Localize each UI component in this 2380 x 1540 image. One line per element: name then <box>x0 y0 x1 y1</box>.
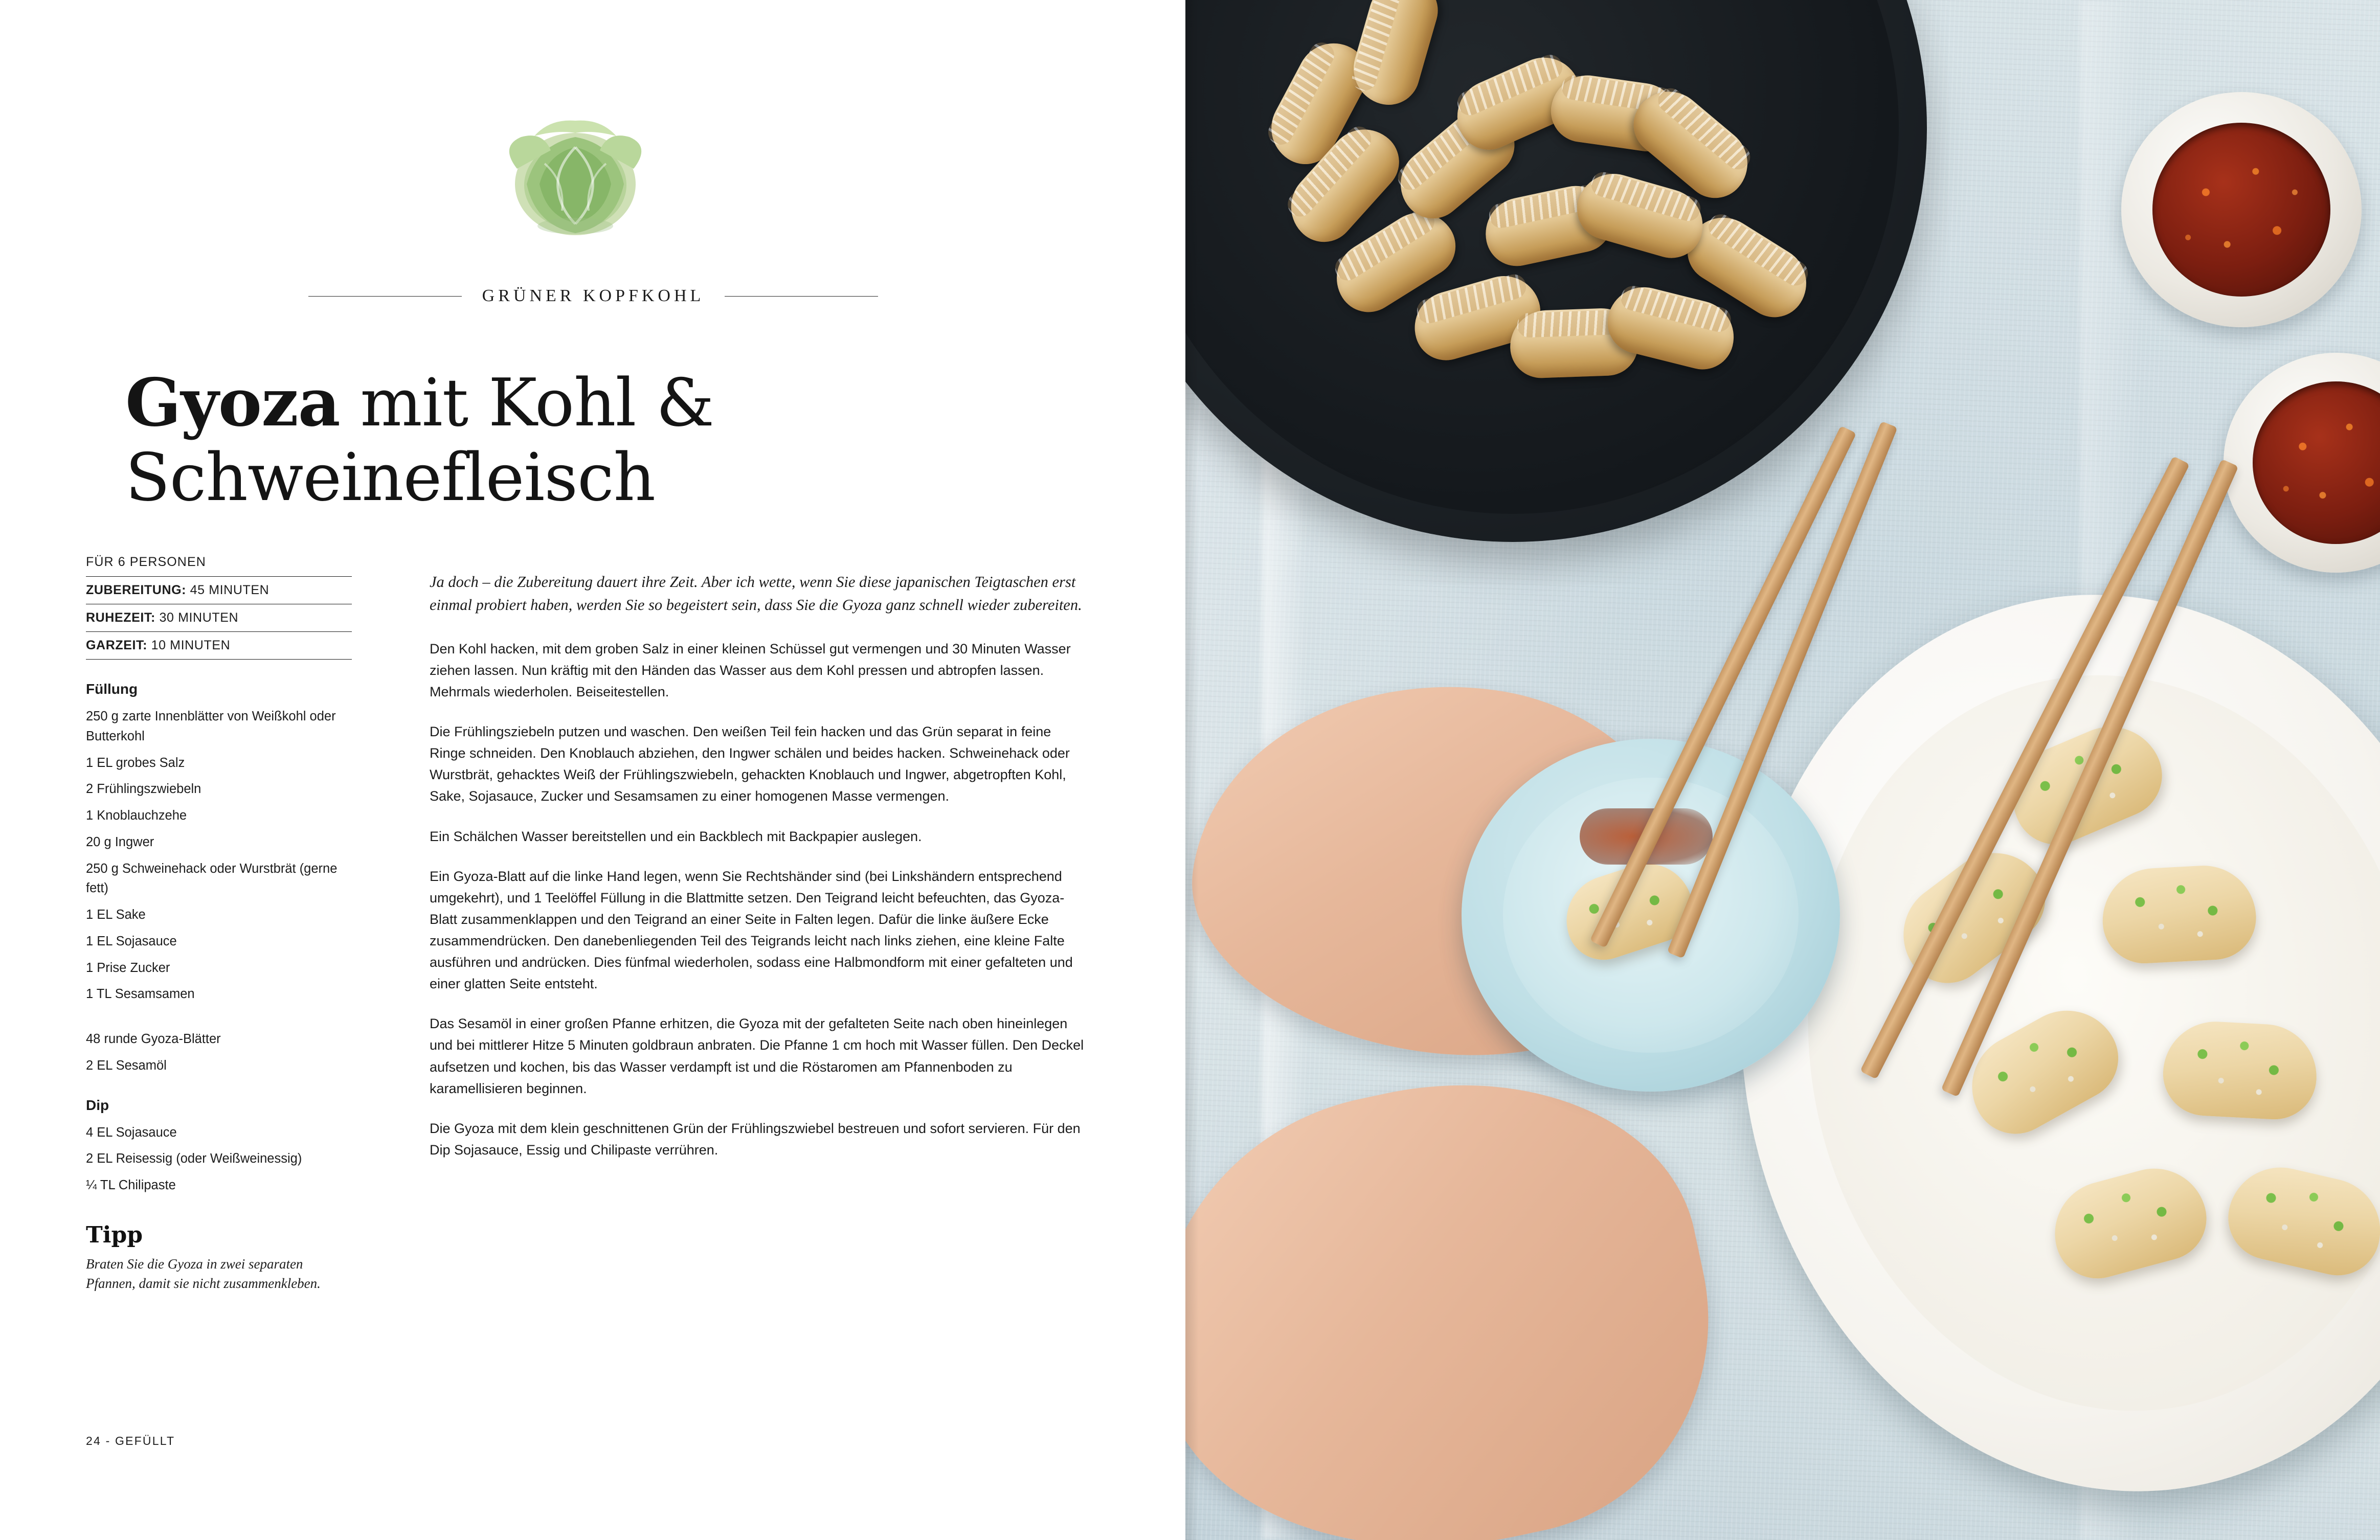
timing-label-rest: RUHEZEIT: <box>86 610 155 625</box>
list-item: ¼ TL Chilipaste <box>86 1178 176 1192</box>
ingredient-group-heading-dip: Dip <box>86 1097 109 1113</box>
timing-value-cook: 10 MINUTEN <box>151 638 231 652</box>
recipe-timing-cook <box>86 632 352 660</box>
plated-gyoza <box>2220 1157 2380 1284</box>
tip-heading: Tipp <box>86 1221 143 1248</box>
kicker-rule-right <box>725 296 878 297</box>
chili-sauce <box>2253 381 2380 544</box>
recipe-meta-column <box>86 555 352 1293</box>
list-item: 250 g Schweinehack oder Wurstbrät (gerne fett) <box>86 861 338 896</box>
page-folio: 24 - GEFÜLLT <box>86 1434 175 1447</box>
timing-label-prep: ZUBEREITUNG: <box>86 583 187 597</box>
tip-text: Braten Sie die Gyoza in zwei separaten Pfannen, damit sie nicht zusammenkleben. <box>86 1256 321 1292</box>
list-item: 1 EL Sojasauce <box>86 934 177 948</box>
plate-interior <box>1756 631 2380 1456</box>
ingredient-list-dip <box>86 1123 352 1195</box>
plated-gyoza <box>2044 1157 2216 1288</box>
method-step: Die Frühlingsziebeln putzen und waschen. Den weißen Teil fein hacken und das Grün separat in feine Ringe schneiden. Den Knoblauch abziehen, den Ingwer schälen und beides hacken. Schweinehack oder Wurstbrät, gehacktes Weiß der Frühlingszwiebeln, gehackten Knoblauch und Ingwer, abgetropften Kohl, Sake, Sojasauce, Zucker und Sesamsamen zu einer homogenen Masse vermengen. <box>430 724 1070 804</box>
ingredient-spacer <box>86 1011 352 1029</box>
list-item: 1 Knoblauchzehe <box>86 808 187 823</box>
timing-label-cook: GARZEIT: <box>86 638 148 652</box>
recipe-kicker-row <box>153 286 1033 306</box>
method-step: Ein Gyoza-Blatt auf die linke Hand legen, wenn Sie Rechtshänder sind (bei Linkshändern entsprechend umgekehrt), und 1 Teelöffel Füllung in die Blattmitte setzen. Den Teigrand leicht befeuchten, das Gyoza-Blatt zusammenklappen und den Teigrand an einer Seite in Falten legen. Dafür die linke äußere Ecke zusammendrücken. Den danebenliegenden Teil des Teigrands leicht nach links ziehen, eine kleine Falte ausführen und andrücken. Dies fünfmal wiederholen, sodass eine Halbmondform mit einer gefalteten und einer glatten Seite entsteht. <box>430 868 1073 992</box>
recipe-text-page <box>0 0 1185 1540</box>
recipe-title-rest: mit Kohl & <box>340 365 714 441</box>
method-step: Die Gyoza mit dem klein geschnittenen Grün der Frühlingszwiebel bestreuen und sofort servieren. Für den Dip Sojasauce, Essig und Chilipaste verrühren. <box>430 1120 1081 1158</box>
blue-dipping-dish <box>1462 739 1840 1092</box>
list-item: 250 g zarte Innenblätter von Weißkohl oder Butterkohl <box>86 709 336 743</box>
recipe-title <box>125 366 1082 515</box>
plated-gyoza <box>2161 1019 2319 1121</box>
timing-value-prep: 45 MINUTEN <box>190 583 270 597</box>
timing-value-rest: 30 MINUTEN <box>159 610 239 625</box>
recipe-timing-rest <box>86 604 352 632</box>
list-item: 4 EL Sojasauce <box>86 1125 177 1140</box>
cabbage-illustration <box>473 107 678 245</box>
recipe-timing-prep <box>86 577 352 604</box>
recipe-kicker: GRÜNER KOPFKOHL <box>482 286 705 305</box>
recipe-intro: Ja doch – die Zubereitung dauert ihre Zeit. Aber ich wette, wenn Sie diese japanischen Teigtaschen erst einmal probiert haben, werden Sie so begeistert sein, dass Sie die Gyoza ganz schnell wieder zubereiten. <box>430 573 1082 614</box>
ingredient-list-filling <box>86 707 352 1004</box>
list-item: 1 Prise Zucker <box>86 960 170 975</box>
list-item: 48 runde Gyoza-Blätter <box>86 1032 221 1046</box>
method-step: Ein Schälchen Wasser bereitstellen und ein Backblech mit Backpapier auslegen. <box>430 828 922 844</box>
recipe-serves: FÜR 6 PERSONEN <box>86 555 352 577</box>
list-item: 2 EL Reisessig (oder Weißweinessig) <box>86 1151 302 1166</box>
list-item: 2 Frühlingszwiebeln <box>86 782 201 797</box>
recipe-title-line2: Schweinefleisch <box>125 439 656 516</box>
chili-sauce <box>2152 123 2330 297</box>
list-item: 1 EL Sake <box>86 908 146 922</box>
method-step: Den Kohl hacken, mit dem groben Salz in einer kleinen Schüssel gut vermengen und 30 Minuten Wasser ziehen lassen. Nun kräftig mit den Händen das Wasser aus dem Kohl pressen und abtropfen lassen. Mehrmals wiederholen. Beiseitestellen. <box>430 641 1071 699</box>
recipe-photo-page <box>1185 0 2380 1540</box>
method-step: Das Sesamöl in einer großen Pfanne erhitzen, die Gyoza mit der gefalteten Seite nach oben hineinlegen und bei mittlerer Hitze 5 Minuten goldbraun anbraten. Die Pfanne 1 cm hoch mit Wasser füllen. Den Deckel aufsetzen und kochen, bis das Wasser verdampft ist und die Röstaromen am Pfannenboden zu karamellisieren beginnen. <box>430 1016 1084 1096</box>
list-item: 1 EL grobes Salz <box>86 755 185 770</box>
ingredient-list-wrappers <box>86 1029 352 1076</box>
chili-sauce-bowl-top <box>2121 92 2362 327</box>
list-item: 2 EL Sesamöl <box>86 1058 167 1073</box>
ingredient-group-heading-filling: Füllung <box>86 681 138 697</box>
recipe-method-column <box>430 555 1089 1179</box>
plated-gyoza <box>2100 863 2258 965</box>
list-item: 20 g Ingwer <box>86 834 154 849</box>
recipe-title-bold: Gyoza <box>125 364 340 441</box>
list-item: 1 TL Sesamsamen <box>86 987 195 1002</box>
kicker-rule-left <box>308 296 462 297</box>
